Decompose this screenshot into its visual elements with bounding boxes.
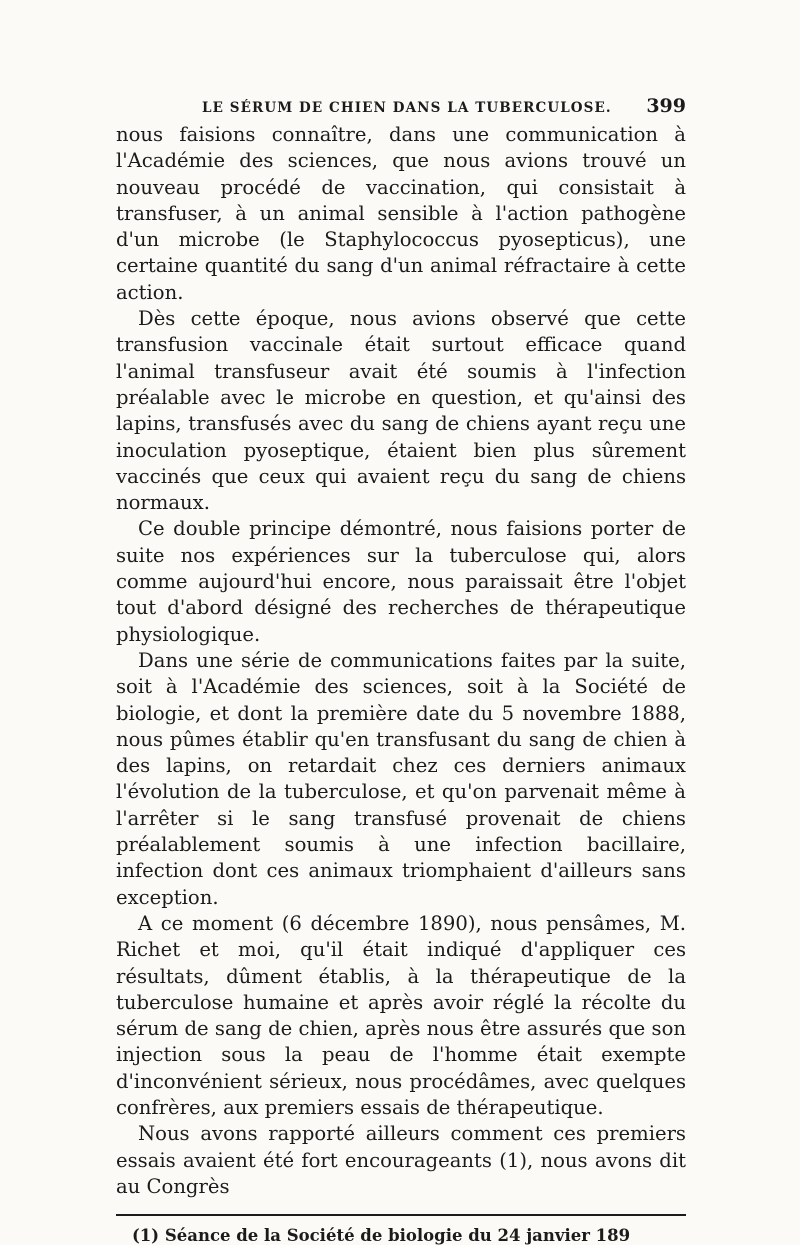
book-page — [116, 92, 686, 1245]
paragraph: Nous avons rapporté ailleurs comment ces premiers essais avaient été fort encourageants (1), nous avons dit au Congrès — [116, 1122, 686, 1198]
running-header — [116, 92, 686, 122]
paragraph: nous faisions connaître, dans une communication à l'Académie des sciences, que nous avions trouvé un nouveau procédé de vaccination, qui consistait à transfuser, à un animal sensible à l'action pathogène d'un microbe (le Staphylococcus pyosepticus), une certaine quantité du sang d'un animal réfractaire à cette action. — [116, 123, 686, 304]
page-number: 399 — [646, 95, 686, 117]
paragraph: Dans une série de communications faites par la suite, soit à l'Académie des sciences, soit à la Société de biologie, et dont la première date du 5 novembre 1888, nous pûmes établir qu'en transfusant du sang de chien à des lapins, on retardait chez ces derniers animaux l'évolution de la tuberculose, et qu'on parvenait même à l'arrêter si le sang transfusé provenait de chiens préalablement soumis à une infection bacillaire, infection dont ces animaux triomphaient d'ailleurs sans exception. — [116, 648, 686, 909]
body-text — [116, 122, 686, 1200]
paragraph: A ce moment (6 décembre 1890), nous pensâmes, M. Richet et moi, qu'il était indiqué d'appliquer ces résultats, dûment établis, à la thérapeutique de la tuberculose humaine et après avoir réglé la récolte du sérum de sang de chien, après nous être assurés que son injection sous la peau de l'homme était exempte d'inconvénient sérieux, nous procédâmes, avec quelques confrères, aux premiers essais de thérapeutique. — [116, 911, 686, 1119]
footnote: (1) Séance de la Société de biologie du 24 janvier 189 — [132, 1226, 631, 1245]
footnote-divider — [116, 1214, 686, 1216]
paragraph: Dès cette époque, nous avions observé que cette transfusion vaccinale était surtout efficace quand l'animal transfuseur avait été soumis à l'infection préalable avec le microbe en question, et qu'ainsi des lapins, transfusés avec du sang de chiens ayant reçu une inoculation pyoseptique, étaient bien plus sûrement vaccinés que ceux qui avaient reçu du sang de chiens normaux. — [116, 307, 686, 515]
running-title: LE SÉRUM DE CHIEN DANS LA TUBERCULOSE. — [202, 100, 612, 116]
paragraph: Ce double principe démontré, nous faisions porter de suite nos expériences sur la tuberculose qui, alors comme aujourd'hui encore, nous paraissait être l'objet tout d'abord désigné des recherches de thérapeutique physiologique. — [116, 517, 686, 646]
